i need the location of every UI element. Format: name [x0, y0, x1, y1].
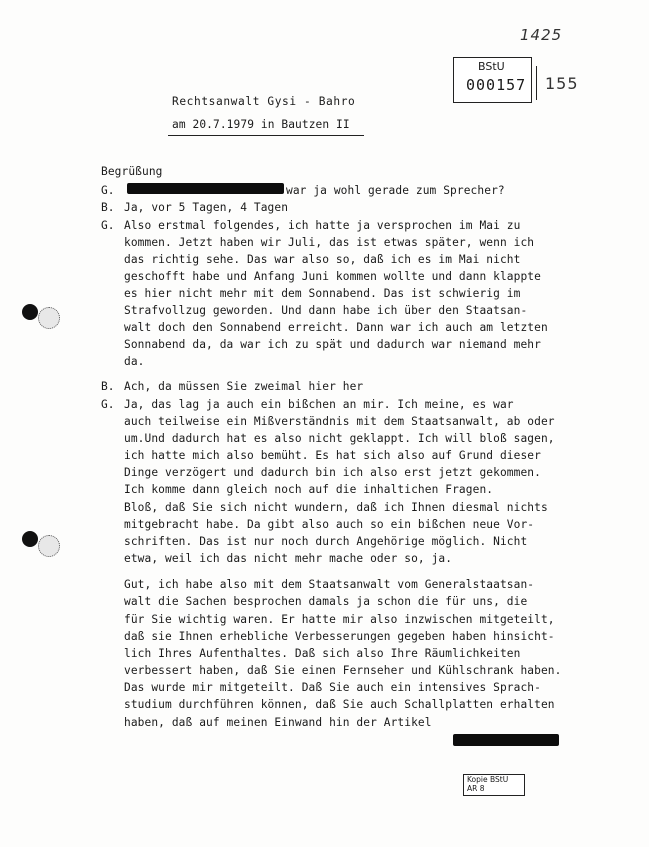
transcript-line: ich hatte mich also bemüht. Es hat sich also auf Grund dieser — [124, 449, 541, 462]
document-date-place: am 20.7.1979 in Bautzen II — [172, 118, 350, 131]
copy-stamp-line1: Kopie BStU — [467, 775, 509, 784]
bstu-stamp-number: 000157 — [466, 76, 527, 94]
transcript-line: kommen. Jetzt haben wir Juli, das ist etwas später, wenn ich — [124, 236, 535, 249]
punch-hole-top — [22, 304, 38, 320]
transcript-line: Also erstmal folgendes, ich hatte ja versprochen im Mai zu — [124, 219, 521, 232]
transcript-line: Gut, ich habe also mit dem Staatsanwalt vom Generalstaatsan- — [124, 578, 535, 591]
transcript-line: lich Ihres Aufenthaltes. Daß sich also Ihre Räumlichkeiten — [124, 647, 521, 660]
transcript-line: Ich komme dann gleich noch auf die inhaltichen Fragen. — [124, 483, 494, 496]
transcript-line: Sonnabend da, da war ich zu spät und dadurch war niemand mehr — [124, 338, 541, 351]
speaker-label: G. — [101, 398, 115, 411]
redaction-bar-bottom — [453, 734, 559, 746]
transcript-line: das richtig sehe. Das war also so, daß ich es im Mai nicht — [124, 253, 521, 266]
transcript-line: Strafvollzug geworden. Und dann habe ich über den Staatsan- — [124, 304, 528, 317]
transcript-line: da. — [124, 355, 145, 368]
bstu-stamp-label: BStU — [478, 60, 505, 73]
stamp-divider — [536, 66, 537, 100]
copy-stamp-line2: AR 8 — [467, 784, 485, 793]
transcript-line: Dinge verzögert und dadurch bin ich also erst jetzt gekommen. — [124, 466, 541, 479]
page-number: 155 — [545, 74, 579, 93]
transcript-line: walt doch den Sonnabend erreicht. Dann war ich auch am letzten — [124, 321, 548, 334]
transcript-line: verbessert haben, daß Sie einen Fernseher und Kühlschrank haben. — [124, 664, 562, 677]
punch-hole-bottom-ring — [38, 535, 60, 557]
speaker-label: B. — [101, 380, 115, 393]
transcript-line: Ja, das lag ja auch ein bißchen an mir. Ich meine, es war — [124, 398, 514, 411]
speaker-label: B. — [101, 201, 115, 214]
document-title: Rechtsanwalt Gysi - Bahro — [172, 95, 356, 108]
transcript-line: daß sie Ihnen erhebliche Verbesserungen gegeben haben hinsicht- — [124, 630, 555, 643]
transcript-line: für Sie wichtig waren. Er hatte mir also inzwischen mitgeteilt, — [124, 613, 555, 626]
speaker-label: G. — [101, 184, 115, 197]
transcript-line: Bloß, daß Sie sich nicht wundern, daß ich Ihnen diesmal nichts — [124, 501, 548, 514]
transcript-line: mitgebracht habe. Da gibt also auch so ein bißchen neue Vor- — [124, 518, 535, 531]
redaction-bar — [127, 183, 284, 194]
transcript-line: auch teilweise ein Mißverständnis mit dem Staatsanwalt, ab oder — [124, 415, 555, 428]
transcript-line: etwa, weil ich das nicht mehr mache oder so, ja. — [124, 552, 453, 565]
transcript-line: geschofft habe und Anfang Juni kommen wollte und dann klappte — [124, 270, 541, 283]
handwritten-archive-number: 1425 — [520, 26, 563, 44]
header-underline — [168, 135, 364, 136]
transcript-line: es hier nicht mehr mit dem Sonnabend. Das ist schwierig im — [124, 287, 521, 300]
bstu-stamp — [453, 57, 532, 103]
transcript-line: um.Und dadurch hat es also nicht geklappt. Ich will bloß sagen, — [124, 432, 555, 445]
transcript-line: haben, daß auf meinen Einwand hin der Artikel — [124, 716, 432, 729]
transcript-line: walt die Sachen besprochen damals ja schon die für uns, die — [124, 595, 528, 608]
transcript-line: studium durchführen können, daß Sie auch Schallplatten erhalten — [124, 698, 555, 711]
punch-hole-bottom — [22, 531, 38, 547]
transcript-line: war ja wohl gerade zum Sprecher? — [286, 184, 505, 197]
speaker-label: G. — [101, 219, 115, 232]
transcript-line: Ja, vor 5 Tagen, 4 Tagen — [124, 201, 289, 214]
greeting-line: Begrüßung — [101, 165, 163, 178]
punch-hole-top-ring — [38, 307, 60, 329]
transcript-line: Das wurde mir mitgeteilt. Daß Sie auch ein intensives Sprach- — [124, 681, 541, 694]
transcript-line: Ach, da müssen Sie zweimal hier her — [124, 380, 364, 393]
copy-stamp — [463, 774, 525, 796]
transcript-line: schriften. Das ist nur noch durch Angehörige möglich. Nicht — [124, 535, 528, 548]
